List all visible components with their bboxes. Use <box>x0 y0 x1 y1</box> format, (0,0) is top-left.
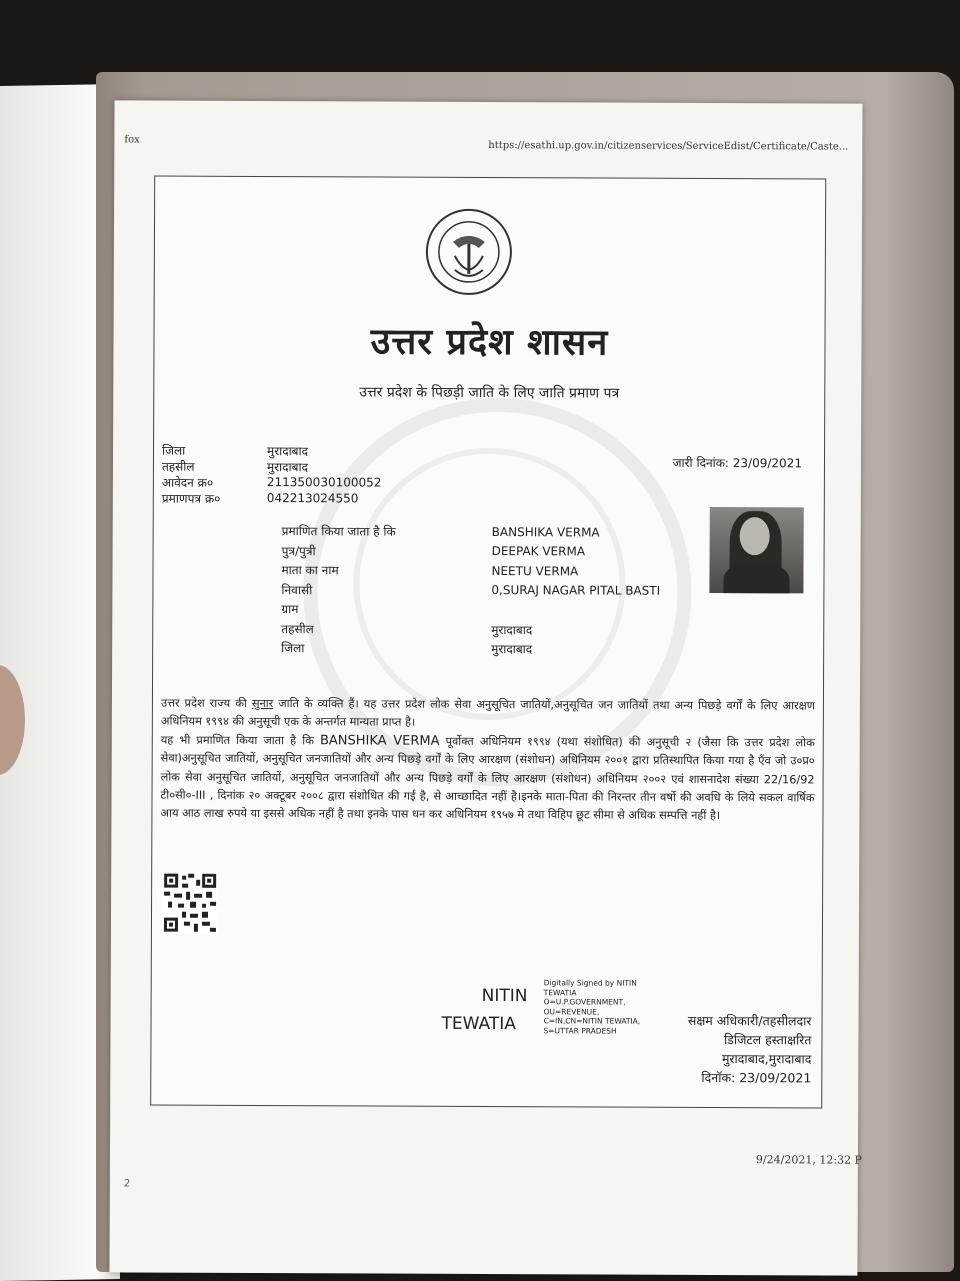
browser-tag: fox <box>124 134 140 146</box>
meta-row: जिला मुरादाबाद <box>162 443 309 458</box>
certificate-subtitle: उत्तर प्रदेश के पिछड़ी जाति के लिए जाति प्रमाण पत्र <box>359 384 620 402</box>
officer-designation: सक्षम अधिकारी/तहसीलदार <box>687 1012 812 1029</box>
officer-sign-type: डिजिटल हस्ताक्षरित <box>723 1032 812 1048</box>
applicant-name-inline: BANSHIKA VERMA <box>319 733 440 749</box>
issue-date: जारी दिनांक: 23/09/2021 <box>672 455 803 471</box>
meta-row: तहसील मुरादाबाद <box>161 459 309 474</box>
certificate-body-text: उत्तर प्रदेश राज्य की सुनार जाति के व्यक्ति हैं। यह उत्तर प्रदेश लोक सेवा अनुसूचित जातियों,अनुसूचित जन जातियों तथा अन्य पिछड़े वर्गों के लिए आरक्षण अधिनियम १९९४ की अनुसूची एक के अन्तर्गत मान्यता प्राप्त है। यह भी प्रमाणित किया जाता है कि BANSHIKA VERMA पूर्वोक्त अधिनियम १९९४ (यथा संशोधित) की अनुसूची २ (जैसा कि उत्तर प्रदेश लोक सेवा)अनुसूचित जातियों, अनुसूचित जनजातियों और अन्य पिछड़े वर्गों के लिए आरक्षण (संशोधन) अधिनियम २००१ द्वारा प्रतिस्थापित किया गया है एँव जो उ०प्र० लोक सेवा अनुसूचित जातियों, अनुसूचित जनजातियों और अन्य पिछड़े वर्गों के लिए आरक्षण (संशोधन) अधिनियम २००२ एवं शासनादेश संख्या 22/16/92 टी०सी०-III , दिनांक २० अक्टूबर २००८ द्वारा संशोधित की गई है, से आच्छादित नहीं है।इनके माता-पिता की निरन्तर तीन वर्षो की अवधि के लिये सकल वार्षिक आय आठ लाख रुपये या इससे अधिक नहीं है तथा इनके पास धन कर अधिनियम १९५७ मे तथा विहिप छूट सीमा से अधिक सम्पत्ति नहीं है। <box>160 696 815 823</box>
up-government-emblem-icon <box>425 208 513 296</box>
applicant-details <box>281 521 660 659</box>
printed-page <box>109 100 862 1275</box>
detail-row: प्रमाणित किया जाता है कि BANSHIKA VERMA <box>281 524 600 540</box>
digital-signature-details: Digitally Signed by NITIN TEWATIA O=U.P.GOVERNMENT, OU=REVENUE, C=IN,CN=NITIN TEWATIA, S=UTTAR PRADESH <box>543 978 641 1036</box>
officer-date: दिनॉक: 23/09/2021 <box>701 1069 812 1086</box>
print-timestamp: 9/24/2021, 12:32 P <box>755 1153 862 1167</box>
detail-row: ग्राम <box>281 602 299 617</box>
detail-row: माता का नाम NEETU VERMA <box>281 563 579 579</box>
meta-block <box>162 442 382 507</box>
officer-place: मुरादाबाद,मुरादाबाद <box>721 1051 812 1067</box>
detail-row: निवासी 0,SURAJ NAGAR PITAL BASTI <box>281 582 661 599</box>
certificate-title: उत्तर प्रदेश शासन <box>370 321 609 364</box>
caste-certificate: उत्तर प्रदेश शासन उत्तर प्रदेश के पिछड़ी जाति के लिए जाति प्रमाण पत्र जिला मुरादाबाद तहसील मुरादाबाद आवेदन क्र० 211350030100052 प्रमाणपत्र क्र० 042213024550 जारी दिनांक: 23/09/2021 प्रमाणित किया जाता है कि BANSHIKA VERMA पुत्र/पुत्री DEEPAK VERMA माता का नाम NEETU VERMA निवासी 0,SURAJ NAGAR PITAL BASTI ग्राम तहसील मुरादाबाद जिला मुरादाबाद उत्तर प्रदेश राज्य की सुनार जाति के व्यक्ति हैं। यह उत्तर प्रदेश लोक सेवा अनुसूचित जातियों,अनुसूचित जन जातियों तथा अन्य पिछड़े वर्गों के लिए आरक्षण अधिनियम १९९४ की अनुसूची एक के अन्तर्गत मान्यता प्राप्त है। यह भी प्रमाणित किया जाता है कि BANSHIKA VERMA पूर्वोक्त अधिनियम १९९४ (यथा संशोधित) की अनुसूची २ (जैसा कि उत्तर प्रदेश लोक सेवा)अनुसूचित जातियों, अनुसूचित जनजातियों और अन्य पिछड़े वर्गों के लिए आरक्षण (संशोधन) अधिनियम २००१ द्वारा प्रतिस्थापित किया गया है एँव जो उ०प्र० लोक सेवा अनुसूचित जातियों, अनुसूचित जनजातियों और अन्य पिछड़े वर्गों के लिए आरक्षण (संशोधन) अधिनियम २००२ एवं शासनादेश संख्या 22/16/92 टी०सी०-III , दिनांक २० अक्टूबर २००८ द्वारा संशोधित की गई है, से आच्छादित नहीं है।इनके माता-पिता की निरन्तर तीन वर्षो की अवधि के लिये सकल वार्षिक आय आठ लाख रुपये या इससे अधिक नहीं है तथा इनके पास धन कर अधिनियम १९५७ मे तथा विहिप छूट सीमा से अधिक सम्पत्ति नहीं है। NITIN TEWATIA Digitally Signed by NITIN TEWATIA O=U.P.GOVERNMENT, OU=REVENUE, C=IN,CN=NITIN TEWATIA, S=UTTAR PRADESH सक्षम अधिकारी/तहसीलदार डिजिटल हस्ताक्षरित मुरादाबाद,मुरादाबाद दिनॉक: 23/09/2021 <box>150 176 826 1109</box>
print-url: https://esathi.up.gov.in/citizenservices/ServiceEdist/Certificate/Caste... <box>488 140 849 153</box>
meta-row: आवेदन क्र० 211350030100052 <box>161 475 382 490</box>
applicant-photo <box>709 507 803 593</box>
officer-block <box>651 1011 811 1088</box>
detail-row: तहसील मुरादाबाद <box>281 621 533 637</box>
caste-name: सुनार <box>251 696 274 711</box>
qr-code-icon <box>162 872 218 934</box>
detail-row: पुत्र/पुत्री DEEPAK VERMA <box>281 543 586 559</box>
page-number: 2 <box>123 1178 131 1190</box>
meta-row: प्रमाणपत्र क्र० 042213024550 <box>161 491 359 506</box>
detail-row: जिला मुरादाबाद <box>281 641 533 657</box>
